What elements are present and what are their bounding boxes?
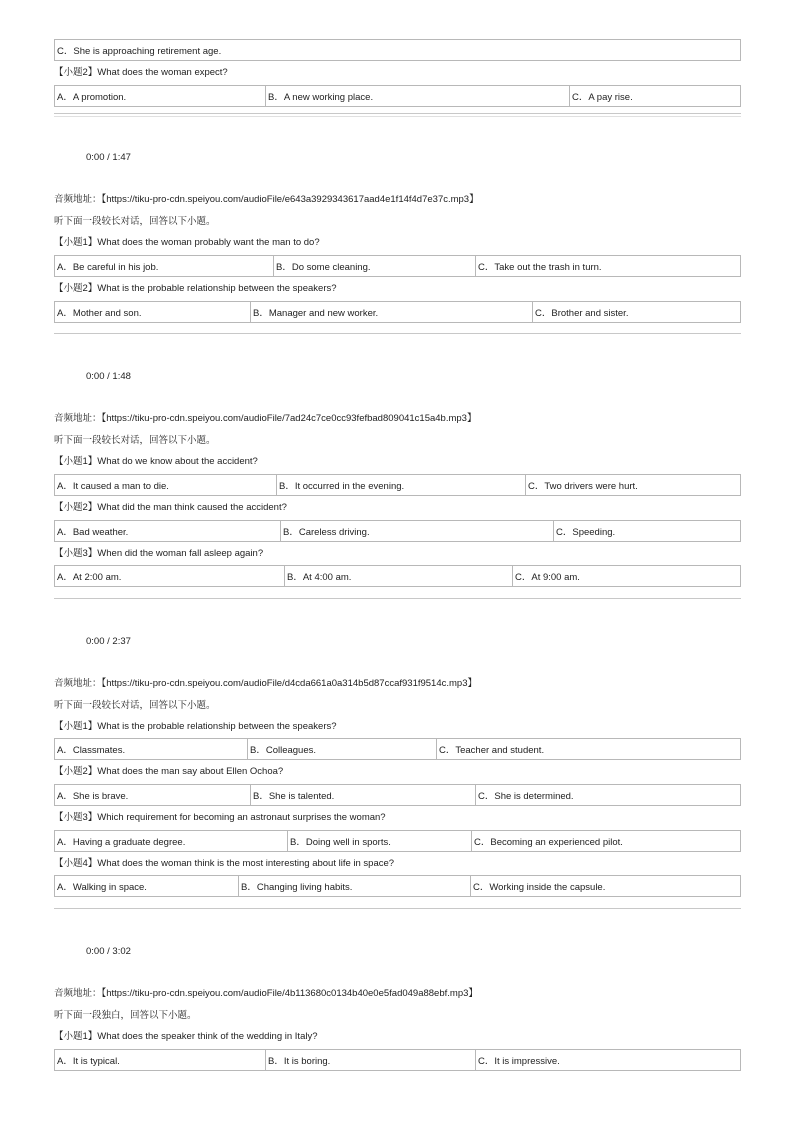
option-row: [54, 474, 741, 496]
option-b[interactable]: B．It is boring.: [265, 1050, 475, 1070]
question-3: 【小题3】Which requirement for becoming an astronaut surprises the woman?: [54, 812, 386, 823]
question-4: 【小题4】What does the woman think is the most interesting about life in space?: [54, 858, 395, 869]
divider: [54, 113, 741, 114]
audio-player-time[interactable]: 0:00 / 3:02: [86, 946, 131, 957]
option-c[interactable]: C．Take out the trash in turn.: [475, 256, 740, 276]
option-c[interactable]: C．She is approaching retirement age.: [57, 46, 222, 57]
option-row: [54, 301, 741, 323]
divider: [54, 908, 741, 909]
option-b[interactable]: B．Do some cleaning.: [273, 256, 475, 276]
question-2: 【小题2】What did the man think caused the accident?: [54, 502, 287, 513]
instruction: 听下面一段较长对话，回答以下小题。: [54, 435, 216, 446]
question-2: 【小题2】What does the woman expect?: [54, 67, 228, 78]
option-c[interactable]: C．Becoming an experienced pilot.: [471, 831, 740, 851]
divider: [54, 333, 741, 334]
option-c[interactable]: C．Two drivers were hurt.: [525, 475, 740, 495]
question-1: 【小题1】What does the speaker think of the wedding in Italy?: [54, 1031, 318, 1042]
divider: [54, 598, 741, 599]
option-c[interactable]: C．Teacher and student.: [436, 739, 740, 759]
option-a[interactable]: A．Classmates.: [57, 745, 126, 756]
option-a[interactable]: A．It is typical.: [57, 1056, 120, 1067]
option-a[interactable]: A．Having a graduate degree.: [57, 837, 186, 848]
instruction: 听下面一段独白，回答以下小题。: [54, 1010, 197, 1021]
instruction: 听下面一段较长对话，回答以下小题。: [54, 216, 216, 227]
option-a[interactable]: A．At 2:00 am.: [57, 572, 122, 583]
audio-player-time[interactable]: 0:00 / 1:47: [86, 152, 131, 163]
option-a[interactable]: A．It caused a man to die.: [57, 481, 169, 492]
audio-url[interactable]: 音频地址：【https://tiku-pro-cdn.speiyou.com/audioFile/d4cda661a0a314b5d87ccaf931f9514c.mp3】: [54, 678, 477, 689]
option-row: [54, 784, 741, 806]
option-a[interactable]: A．Bad weather.: [57, 527, 129, 538]
option-b[interactable]: B．Careless driving.: [280, 521, 553, 541]
option-c[interactable]: C．It is impressive.: [475, 1050, 740, 1070]
question-2: 【小题2】What is the probable relationship between the speakers?: [54, 283, 337, 294]
option-b[interactable]: B．It occurred in the evening.: [276, 475, 525, 495]
question-3: 【小题3】When did the woman fall asleep again?: [54, 548, 264, 559]
audio-url[interactable]: 音频地址：【https://tiku-pro-cdn.speiyou.com/audioFile/4b113680c0134b40e0e5fad049a88ebf.mp3】: [54, 988, 478, 999]
option-c[interactable]: C．Speeding.: [553, 521, 740, 541]
audio-player-time[interactable]: 0:00 / 1:48: [86, 371, 131, 382]
option-row: [54, 565, 741, 587]
option-b[interactable]: B．Changing living habits.: [238, 876, 470, 896]
question-1: 【小题1】What is the probable relationship between the speakers?: [54, 721, 337, 732]
option-a[interactable]: A．Walking in space.: [57, 882, 147, 893]
option-a[interactable]: A．She is brave.: [57, 791, 129, 802]
option-b[interactable]: B．Manager and new worker.: [250, 302, 532, 322]
option-c[interactable]: C．A pay rise.: [569, 86, 740, 106]
option-a[interactable]: A．Be careful in his job.: [57, 262, 159, 273]
option-c[interactable]: C．Brother and sister.: [532, 302, 740, 322]
option-row: [54, 875, 741, 897]
option-b[interactable]: B．At 4:00 am.: [284, 566, 512, 586]
audio-player-time[interactable]: 0:00 / 2:37: [86, 636, 131, 647]
option-c[interactable]: C．Working inside the capsule.: [470, 876, 740, 896]
audio-url[interactable]: 音频地址：【https://tiku-pro-cdn.speiyou.com/audioFile/e643a3929343617aad4e1f14f4d7e37c.mp3】: [54, 194, 479, 205]
option-a[interactable]: A．Mother and son.: [57, 308, 142, 319]
instruction: 听下面一段较长对话，回答以下小题。: [54, 700, 216, 711]
option-b[interactable]: B．Colleagues.: [247, 739, 436, 759]
question-2: 【小题2】What does the man say about Ellen Ochoa?: [54, 766, 284, 777]
question-1: 【小题1】What does the woman probably want the man to do?: [54, 237, 320, 248]
option-b[interactable]: B．She is talented.: [250, 785, 475, 805]
option-row: [54, 255, 741, 277]
question-1: 【小题1】What do we know about the accident?: [54, 456, 258, 467]
option-b[interactable]: B．Doing well in sports.: [287, 831, 471, 851]
option-c[interactable]: C．At 9:00 am.: [512, 566, 740, 586]
option-row: [54, 39, 741, 61]
option-c[interactable]: C．She is determined.: [475, 785, 740, 805]
option-row: [54, 830, 741, 852]
option-row: [54, 520, 741, 542]
option-row: [54, 1049, 741, 1071]
option-a[interactable]: A．A promotion.: [57, 92, 127, 103]
option-row: [54, 85, 741, 107]
audio-url[interactable]: 音频地址：【https://tiku-pro-cdn.speiyou.com/audioFile/7ad24c7ce0cc93fefbad809041c15a4b.mp3】: [54, 413, 477, 424]
option-b[interactable]: B．A new working place.: [265, 86, 569, 106]
option-row: [54, 738, 741, 760]
divider: [54, 116, 741, 117]
